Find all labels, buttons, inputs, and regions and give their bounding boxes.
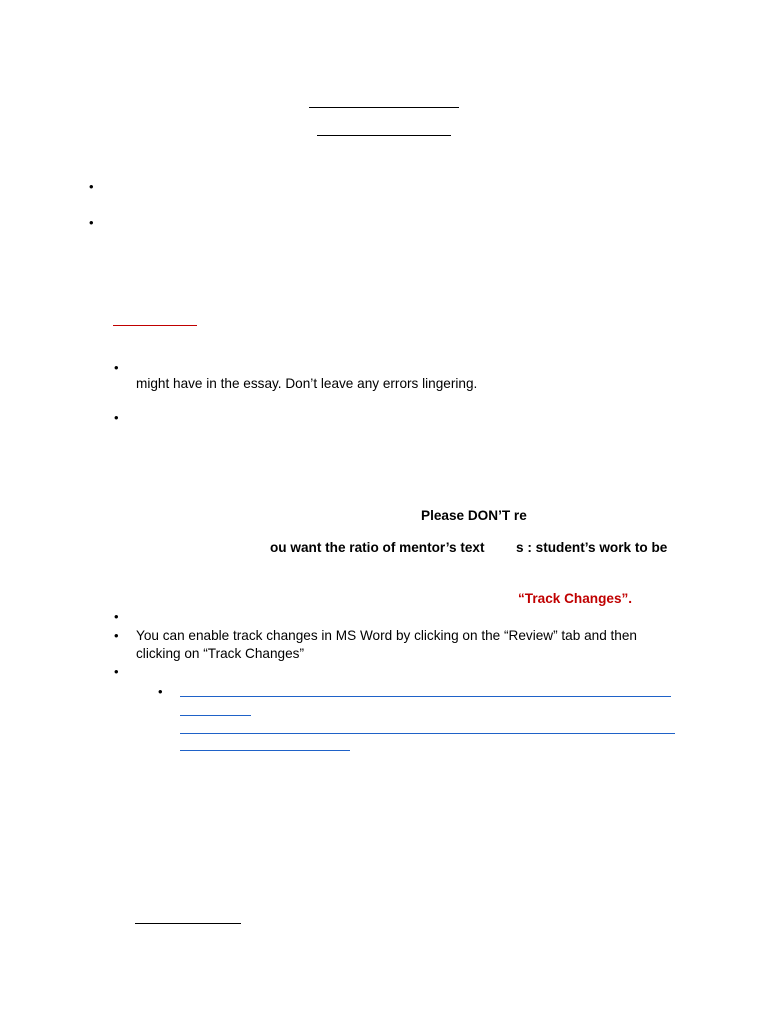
footer-underline bbox=[135, 923, 241, 924]
bullet-paragraph-line: might have in the essay. Don’t leave any errors lingering. bbox=[136, 376, 478, 391]
track-changes-instruction-line-1: You can enable track changes in MS Word by clicking on the “Review” tab and then bbox=[136, 628, 637, 643]
title-underline-2 bbox=[317, 135, 451, 136]
section-heading-underline bbox=[113, 325, 197, 326]
sub-bullet-marker: • bbox=[158, 684, 163, 699]
hyperlink-underline[interactable] bbox=[180, 696, 671, 697]
title-underline-1 bbox=[309, 107, 459, 108]
bullet-marker: • bbox=[114, 628, 119, 643]
track-changes-instruction-line-2: clicking on “Track Changes” bbox=[136, 646, 304, 661]
bold-notice-line-2-part-2: s : student’s work to be bbox=[516, 540, 668, 555]
bullet-marker: • bbox=[89, 179, 94, 194]
bullet-marker: • bbox=[114, 664, 119, 679]
hyperlink-underline[interactable] bbox=[180, 750, 350, 751]
bullet-marker: • bbox=[114, 360, 119, 375]
bold-notice-line-1: Please DON’T re bbox=[421, 508, 527, 523]
bold-notice-line-2-part-1: ou want the ratio of mentor’s text bbox=[270, 540, 485, 555]
hyperlink-underline[interactable] bbox=[180, 733, 675, 734]
bullet-marker: • bbox=[114, 609, 119, 624]
track-changes-emphasis: “Track Changes”. bbox=[518, 591, 633, 606]
bullet-marker: • bbox=[114, 410, 119, 425]
bullet-marker: • bbox=[89, 215, 94, 230]
hyperlink-underline[interactable] bbox=[180, 715, 251, 716]
